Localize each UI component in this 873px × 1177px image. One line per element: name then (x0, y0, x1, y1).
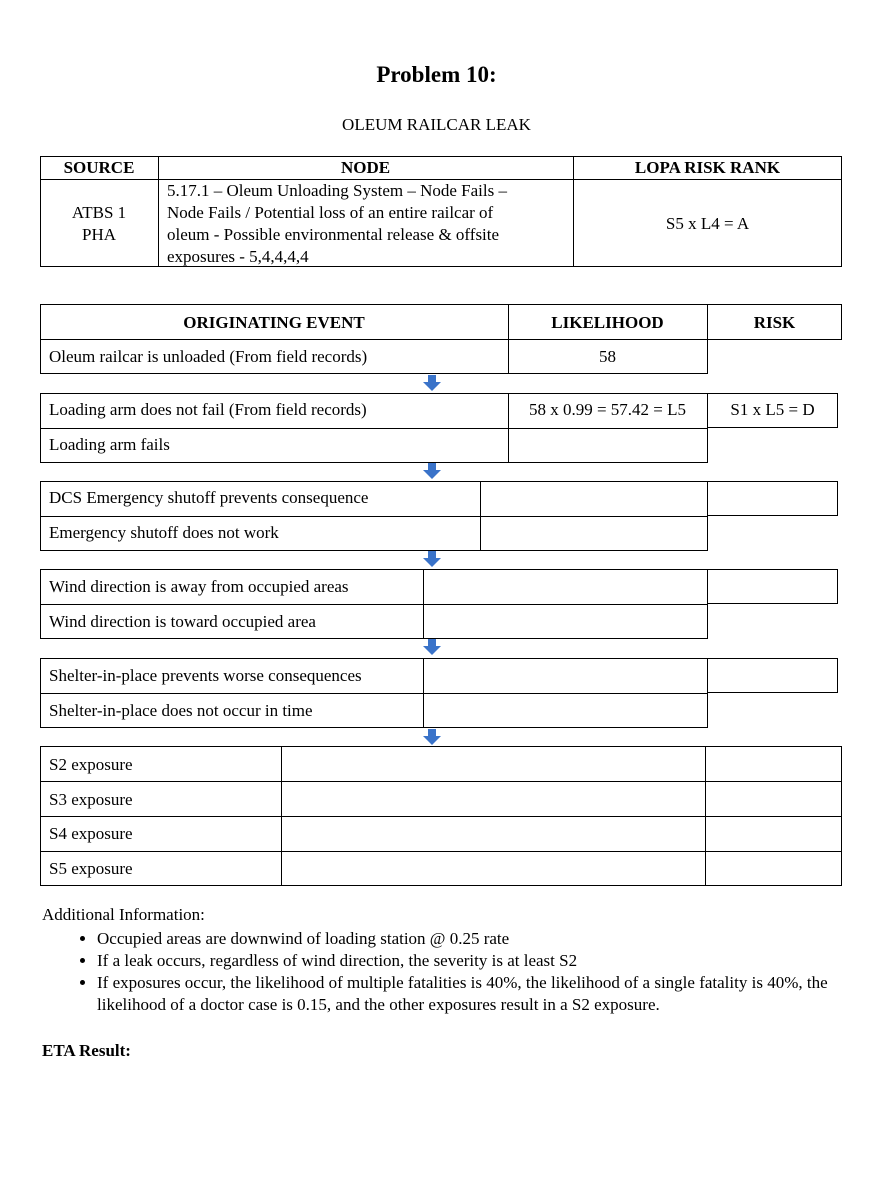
exposure-s4: S4 exposure (49, 824, 133, 843)
down-arrow-icon (423, 551, 441, 567)
source-line-2: PHA (81, 225, 116, 244)
wind-away: Wind direction is away from occupied areas (49, 577, 349, 596)
loading-arm-failure: Loading arm fails (49, 435, 170, 454)
node-line-2: Node Fails / Potential loss of an entire railcar of (167, 203, 494, 222)
info-bullet: • Occupied areas are downwind of loading station @ 0.25 rate (97, 928, 842, 950)
page-subtitle: OLEUM RAILCAR LEAK (342, 115, 531, 134)
down-arrow-icon (423, 375, 441, 391)
shutoff-failure: Emergency shutoff does not work (49, 523, 279, 542)
down-arrow-icon (423, 463, 441, 479)
header-node: NODE (340, 158, 391, 177)
origin-event-text: Oleum railcar is unloaded (From field records) (49, 347, 368, 366)
additional-information-heading: Additional Information: (42, 905, 205, 924)
node-line-1: 5.17.1 – Oleum Unloading System – Node Fails – (167, 181, 507, 200)
header-source: SOURCE (63, 158, 135, 177)
source-line-1: ATBS 1 (71, 203, 127, 222)
loading-arm-likelihood: 58 x 0.99 = 57.42 = L5 (528, 400, 687, 419)
shutoff-success: DCS Emergency shutoff prevents consequence (49, 488, 369, 507)
exposure-s5: S5 exposure (49, 859, 133, 878)
exposure-s3: S3 exposure (49, 790, 133, 809)
header-originating-event: ORIGINATING EVENT (183, 313, 365, 332)
node-line-3: oleum - Possible environmental release & offsite (167, 225, 500, 244)
header-likelihood: LIKELIHOOD (551, 313, 664, 332)
header-lopa-risk-rank: LOPA RISK RANK (634, 158, 781, 177)
eta-result-heading: ETA Result: (42, 1041, 131, 1060)
down-arrow-icon (423, 729, 441, 745)
header-risk: RISK (753, 313, 796, 332)
additional-information (42, 904, 842, 1016)
loading-arm-risk: S1 x L5 = D (730, 400, 815, 419)
info-bullet: • If exposures occur, the likelihood of multiple fatalities is 40%, the likelihood of a single fatality is 40%, the likelihood of a doctor case is 0.15, and the other exposures result in a S2 exposure. (97, 972, 842, 1016)
down-arrow-icon (423, 639, 441, 655)
shelter-failure: Shelter-in-place does not occur in time (49, 701, 313, 720)
exposure-s2: S2 exposure (49, 755, 133, 774)
origin-likelihood: 58 (599, 347, 616, 366)
wind-toward: Wind direction is toward occupied area (49, 612, 316, 631)
page-title: Problem 10: (376, 62, 497, 87)
loading-arm-success: Loading arm does not fail (From field records) (49, 400, 367, 419)
node-line-4: exposures - 5,4,4,4,4 (167, 247, 309, 266)
risk-rank-value: S5 x L4 = A (665, 214, 750, 233)
shelter-success: Shelter-in-place prevents worse consequences (49, 666, 362, 685)
additional-information-list (42, 928, 842, 1016)
info-bullet: • If a leak occurs, regardless of wind direction, the severity is at least S2 (97, 950, 842, 972)
